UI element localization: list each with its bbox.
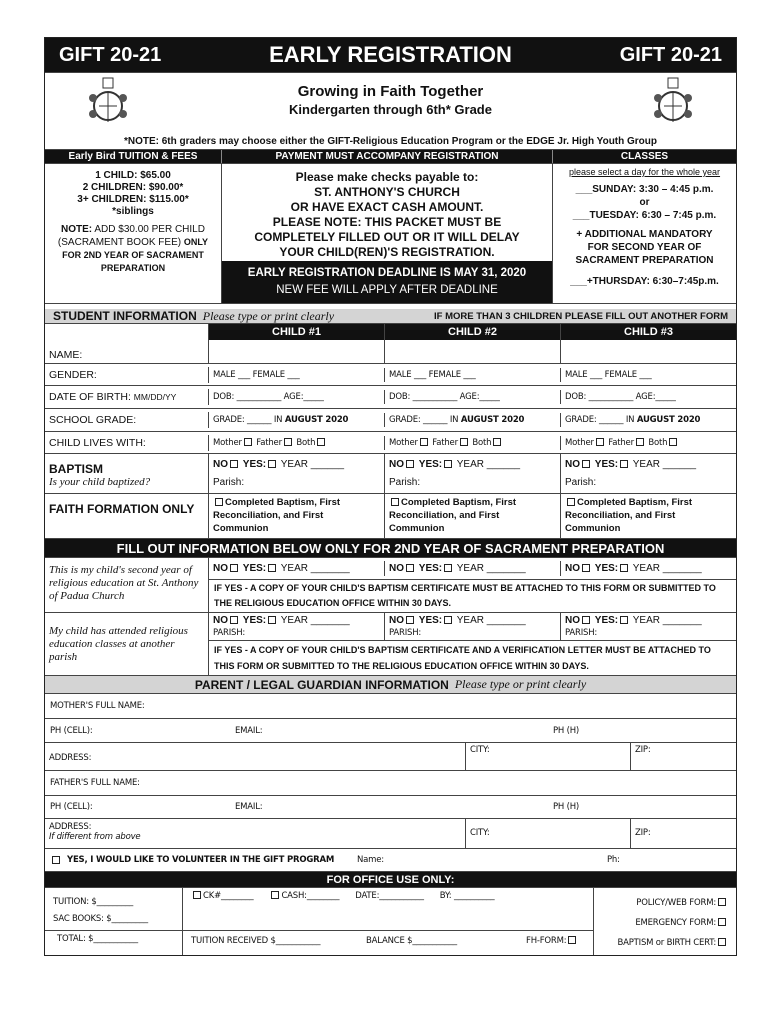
ck-checkbox bbox=[193, 891, 201, 899]
child-2-gender[interactable]: MALE ___ FEMALE ___ bbox=[385, 368, 561, 382]
office-by: BY: __________ bbox=[439, 891, 495, 901]
select-day-hint: please select a day for the whole year bbox=[568, 167, 721, 177]
checkbox[interactable] bbox=[636, 438, 644, 446]
parish-field[interactable]: PARISH: bbox=[565, 628, 598, 638]
fee-note-bold: ONLY FOR 2ND YEAR OF SACRAMENT PREPARATION bbox=[62, 237, 209, 273]
verification-note: IF YES - A COPY OF YOUR CHILD'S BAPTISM CERTIFICATE AND A VERIFICATION LETTER MUST BE ATTACHED TO THIS FORM OR SUBMITTED TO THE RELIGIOUS EDUCATION OFFICE WITHIN 30 DAYS. bbox=[214, 645, 711, 671]
father-city-field[interactable]: CITY: bbox=[466, 819, 631, 848]
no-checkbox[interactable] bbox=[230, 616, 238, 624]
father-address-row bbox=[45, 819, 736, 849]
mother-option: Mother bbox=[389, 437, 418, 448]
year-field[interactable]: YEAR ______ bbox=[456, 459, 521, 470]
parent-band bbox=[45, 676, 736, 694]
child-3-dob[interactable]: DOB: ___________ AGE:_____ bbox=[565, 392, 676, 402]
checkbox[interactable] bbox=[460, 438, 468, 446]
volunteer-row bbox=[45, 849, 736, 872]
father-name-field[interactable]: FATHER'S FULL NAME: bbox=[45, 771, 736, 796]
info-header-row bbox=[45, 149, 736, 164]
certificate-note: IF YES - A COPY OF YOUR CHILD'S BAPTISM CERTIFICATE MUST BE ATTACHED TO THIS FORM OR SUBMITTED TO THE RELIGIOUS EDUCATION OFFICE WITHIN 30 DAYS. bbox=[214, 583, 716, 608]
checkbox[interactable] bbox=[317, 438, 325, 446]
dob-format: MM/DD/YY bbox=[133, 392, 177, 402]
office-policy: POLICY/WEB FORM: bbox=[636, 898, 716, 908]
lives-label: CHILD LIVES WITH: bbox=[45, 435, 209, 451]
yes-checkbox[interactable] bbox=[620, 460, 628, 468]
father-zip-field[interactable]: ZIP: bbox=[635, 828, 651, 838]
fees-panel bbox=[45, 164, 222, 303]
logo-left-icon bbox=[85, 76, 131, 132]
student-hint: Please type or print clearly bbox=[202, 308, 335, 323]
parish-field[interactable]: PARISH: bbox=[213, 628, 246, 638]
parent-hint: Please type or print clearly bbox=[454, 677, 587, 691]
payment-line: OR HAVE EXACT CASH AMOUNT. bbox=[290, 200, 484, 214]
completed-sacraments: Completed Baptism, First Reconciliation, and First Communion bbox=[389, 497, 517, 534]
child-3-other-parish bbox=[561, 613, 736, 640]
fee-2: 2 CHILDREN: $90.00* bbox=[82, 182, 184, 193]
completed-sacraments: Completed Baptism, First Reconciliation, and First Communion bbox=[565, 497, 693, 534]
grade-note: *NOTE: 6th graders may choose either the GIFT-Religious Education Program or the EDGE Jr. High Youth Group bbox=[123, 136, 658, 147]
yes-label: YES: bbox=[418, 459, 443, 470]
name-row bbox=[45, 324, 736, 364]
mother-cell-field[interactable]: PH (CELL): bbox=[50, 725, 93, 736]
child-2-grade[interactable] bbox=[385, 413, 561, 427]
child-2-dob[interactable]: DOB: ___________ AGE:_____ bbox=[385, 390, 561, 404]
child-2-name-cell[interactable] bbox=[385, 324, 561, 363]
parent-heading: PARENT / LEGAL GUARDIAN INFORMATION bbox=[194, 677, 449, 692]
grade-label: SCHOOL GRADE: bbox=[45, 412, 209, 428]
fee-siblings: *siblings bbox=[112, 206, 154, 217]
mother-name-field[interactable]: MOTHER'S FULL NAME: bbox=[45, 694, 736, 719]
second-year-band: FILL OUT INFORMATION BELOW ONLY FOR 2ND YEAR OF SACRAMENT PREPARATION bbox=[45, 539, 736, 558]
baptism-row bbox=[45, 454, 736, 494]
emergency-checkbox bbox=[718, 918, 726, 926]
child-3-baptism bbox=[561, 454, 736, 493]
no-checkbox[interactable] bbox=[406, 564, 414, 572]
mother-option: Mother bbox=[565, 437, 594, 448]
policy-checkbox bbox=[718, 898, 726, 906]
checkbox[interactable] bbox=[284, 438, 292, 446]
child-3-second-year bbox=[561, 561, 736, 576]
yes-label: YES: bbox=[418, 563, 443, 574]
payment-line: Please make checks payable to: bbox=[295, 170, 479, 184]
no-label: NO bbox=[389, 459, 404, 470]
checkbox[interactable] bbox=[244, 438, 252, 446]
yes-checkbox[interactable] bbox=[620, 616, 628, 624]
additional-mandatory: + ADDITIONAL MANDATORY FOR SECOND YEAR OF SACRAMENT PREPARATION bbox=[575, 229, 714, 266]
father-cell-field[interactable]: PH (CELL): bbox=[50, 802, 93, 812]
mother-phone-row bbox=[45, 719, 736, 743]
second-year-row bbox=[45, 558, 736, 613]
deadline: EARLY REGISTRATION DEADLINE IS MAY 31, 2020 bbox=[247, 267, 527, 279]
child-3-faith bbox=[561, 494, 736, 538]
volunteer-name-field[interactable]: Name: bbox=[357, 855, 384, 865]
header-left: GIFT 20-21 bbox=[59, 43, 162, 66]
no-checkbox[interactable] bbox=[582, 564, 590, 572]
no-label: NO bbox=[565, 615, 580, 626]
other-parish-row bbox=[45, 613, 736, 676]
yes-label: YES: bbox=[594, 563, 619, 574]
fee-3: 3+ CHILDREN: $115.00* bbox=[77, 194, 189, 205]
both-option: Both bbox=[472, 437, 492, 448]
registration-form bbox=[44, 37, 737, 956]
checkbox[interactable] bbox=[596, 438, 604, 446]
checkbox[interactable] bbox=[391, 498, 399, 506]
grade-field: GRADE: ______ IN bbox=[565, 415, 635, 425]
mother-home-phone-field[interactable]: PH (H) bbox=[553, 725, 580, 736]
child-1-lives bbox=[209, 436, 385, 450]
office-tuition-received: TUITION RECEIVED $___________ bbox=[191, 936, 321, 946]
yes-label: YES: bbox=[418, 615, 443, 626]
no-checkbox[interactable] bbox=[406, 616, 414, 624]
father-address-field[interactable] bbox=[45, 819, 466, 848]
child-1-second-year bbox=[209, 561, 385, 576]
child-2-second-year bbox=[385, 561, 561, 576]
gender-row bbox=[45, 364, 736, 386]
both-option: Both bbox=[296, 437, 316, 448]
parish-field[interactable]: PARISH: bbox=[389, 628, 422, 638]
mother-address-row bbox=[45, 743, 736, 771]
second-year-question: This is my child's second year of religious education at St. Anthony of Padua Church bbox=[45, 558, 209, 612]
grade-date: AUGUST 2020 bbox=[460, 415, 525, 425]
child-1-name-cell[interactable] bbox=[209, 324, 385, 363]
office-balance: BALANCE $___________ bbox=[366, 936, 457, 946]
mother-zip-field[interactable]: ZIP: bbox=[635, 745, 651, 755]
baptism-question: Is your child baptized? bbox=[49, 476, 151, 488]
yes-checkbox[interactable] bbox=[444, 564, 452, 572]
deadline-box bbox=[222, 261, 552, 303]
no-label: NO bbox=[389, 615, 404, 626]
fees-heading: Early Bird TUITION & FEES bbox=[45, 150, 222, 163]
header-band bbox=[45, 38, 736, 73]
checkbox[interactable] bbox=[493, 438, 501, 446]
if-different-note: If different from above bbox=[49, 832, 141, 842]
yes-checkbox[interactable] bbox=[444, 616, 452, 624]
classes-panel bbox=[553, 164, 736, 303]
year-field[interactable]: YEAR ______ bbox=[280, 459, 345, 470]
cash-checkbox bbox=[271, 891, 279, 899]
child-1-dob[interactable]: DOB: ___________ AGE:_____ bbox=[209, 390, 385, 404]
baptism-label: BAPTISM bbox=[49, 462, 103, 476]
volunteer-checkbox[interactable] bbox=[52, 856, 60, 864]
mother-city-field[interactable]: CITY: bbox=[466, 743, 631, 770]
father-option: Father bbox=[608, 437, 634, 448]
office-tuition: TUITION: $_________ bbox=[53, 897, 134, 907]
grade-date: AUGUST 2020 bbox=[284, 415, 349, 425]
no-checkbox[interactable] bbox=[582, 460, 590, 468]
yes-label: YES: bbox=[242, 615, 267, 626]
child-3-gender[interactable]: MALE ___ FEMALE ___ bbox=[565, 369, 652, 380]
parish-field[interactable]: Parish: bbox=[389, 477, 421, 488]
office-emergency: EMERGENCY FORM: bbox=[635, 918, 716, 928]
other-parish-question: My child has attended religious education classes at another parish bbox=[45, 613, 209, 675]
yes-checkbox[interactable] bbox=[620, 564, 628, 572]
child-3-lives bbox=[561, 436, 736, 450]
page-title: EARLY REGISTRATION bbox=[269, 42, 512, 67]
grades: Kindergarten through 6th* Grade bbox=[289, 102, 492, 117]
no-checkbox[interactable] bbox=[406, 460, 414, 468]
mother-option: Mother bbox=[213, 437, 242, 448]
office-section bbox=[45, 888, 736, 955]
payment-line: COMPLETELY FILLED OUT OR IT WILL DELAY bbox=[254, 230, 520, 244]
more-children-note: IF MORE THAN 3 CHILDREN PLEASE FILL OUT ANOTHER FORM bbox=[434, 310, 728, 322]
year-field[interactable]: YEAR ______ bbox=[632, 459, 697, 470]
child-2-header: CHILD #2 bbox=[385, 324, 560, 340]
year-field[interactable]: YEAR _______ bbox=[456, 563, 526, 574]
checkbox[interactable] bbox=[420, 438, 428, 446]
no-checkbox[interactable] bbox=[230, 460, 238, 468]
yes-label: YES: bbox=[242, 459, 267, 470]
parish-field[interactable]: Parish: bbox=[213, 477, 245, 488]
payment-panel bbox=[222, 164, 553, 303]
fee-note-label: NOTE: bbox=[61, 224, 93, 235]
lives-with-row bbox=[45, 432, 736, 454]
no-label: NO bbox=[213, 615, 228, 626]
cert-checkbox bbox=[718, 938, 726, 946]
no-label: NO bbox=[213, 459, 228, 470]
child-3-header: CHILD #3 bbox=[561, 324, 736, 340]
completed-sacraments: Completed Baptism, First Reconciliation, and First Communion bbox=[213, 497, 341, 534]
title-area bbox=[45, 73, 736, 149]
father-home-phone-field[interactable]: PH (H) bbox=[553, 802, 580, 812]
address-label: ADDRESS: bbox=[49, 822, 92, 832]
child-1-other-parish bbox=[209, 613, 385, 640]
no-label: NO bbox=[389, 563, 404, 574]
payment-line: YOUR CHILD(REN)'S REGISTRATION. bbox=[279, 245, 495, 259]
child-2-other-parish bbox=[385, 613, 561, 640]
parish-field[interactable]: Parish: bbox=[565, 477, 597, 488]
faith-formation-label: FAITH FORMATION ONLY bbox=[45, 494, 209, 538]
father-phone-row bbox=[45, 796, 736, 819]
checkbox[interactable] bbox=[567, 498, 575, 506]
child-3-name-cell[interactable] bbox=[561, 324, 736, 363]
info-row bbox=[45, 164, 736, 304]
child-2-baptism bbox=[385, 454, 561, 493]
no-label: NO bbox=[565, 459, 580, 470]
checkbox[interactable] bbox=[215, 498, 223, 506]
office-total: TOTAL: $___________ bbox=[57, 934, 138, 944]
grade-field: GRADE: ______ IN bbox=[389, 415, 459, 425]
option-sunday[interactable]: ___SUNDAY: 3:30 – 4:45 p.m. bbox=[575, 184, 714, 195]
checkbox[interactable] bbox=[669, 438, 677, 446]
child-2-faith bbox=[385, 494, 561, 538]
child-2-lives bbox=[385, 436, 561, 450]
no-label: NO bbox=[565, 563, 580, 574]
fee-1: 1 CHILD: $65.00 bbox=[95, 170, 171, 181]
office-date: DATE:___________ bbox=[355, 891, 424, 901]
office-sac-books: SAC BOOKS: $_________ bbox=[53, 914, 148, 924]
no-checkbox[interactable] bbox=[582, 616, 590, 624]
office-ck: CK#________ bbox=[203, 891, 254, 901]
volunteer-label: YES, I WOULD LIKE TO VOLUNTEER IN THE GIFT PROGRAM bbox=[67, 855, 335, 865]
header-right: GIFT 20-21 bbox=[619, 43, 722, 66]
grade-date: AUGUST 2020 bbox=[636, 415, 701, 425]
office-cash: CASH:________ bbox=[281, 891, 340, 901]
yes-label: YES: bbox=[594, 459, 619, 470]
child-1-grade[interactable] bbox=[209, 413, 385, 427]
mother-email-field[interactable]: EMAIL: bbox=[235, 725, 263, 736]
grade-row bbox=[45, 409, 736, 432]
father-option: Father bbox=[432, 437, 458, 448]
year-field[interactable]: YEAR _______ bbox=[632, 615, 702, 626]
yes-checkbox[interactable] bbox=[268, 460, 276, 468]
volunteer-phone-field[interactable]: Ph: bbox=[607, 855, 620, 865]
no-checkbox[interactable] bbox=[230, 564, 238, 572]
mother-address-field[interactable]: ADDRESS: bbox=[45, 743, 466, 770]
child-1-header: CHILD #1 bbox=[209, 324, 384, 340]
option-tuesday[interactable]: ___TUESDAY: 6:30 – 7:45 p.m. bbox=[572, 210, 717, 221]
name-label: NAME: bbox=[45, 324, 209, 363]
fh-checkbox bbox=[568, 936, 576, 944]
year-field[interactable]: YEAR _______ bbox=[456, 615, 526, 626]
yes-checkbox[interactable] bbox=[268, 616, 276, 624]
no-label: NO bbox=[213, 563, 228, 574]
both-option: Both bbox=[648, 437, 668, 448]
classes-heading: CLASSES bbox=[620, 151, 669, 162]
gender-label: GENDER: bbox=[45, 367, 209, 383]
student-heading: STUDENT INFORMATION bbox=[53, 309, 197, 323]
child-3-grade[interactable] bbox=[561, 413, 736, 427]
fee-note: ADD $30.00 PER CHILD (SACRAMENT BOOK FEE) bbox=[57, 224, 205, 248]
payment-heading: PAYMENT MUST ACCOMPANY REGISTRATION bbox=[222, 150, 553, 163]
child-1-faith bbox=[209, 494, 385, 538]
year-field[interactable]: YEAR _______ bbox=[632, 563, 702, 574]
or-text: or bbox=[639, 197, 650, 208]
payment-line: ST. ANTHONY'S CHURCH bbox=[314, 185, 460, 199]
logo-right-icon bbox=[650, 76, 696, 132]
dob-row bbox=[45, 386, 736, 409]
child-1-gender[interactable]: MALE ___ FEMALE ___ bbox=[209, 368, 385, 382]
child-1-baptism bbox=[209, 454, 385, 493]
student-info-band bbox=[45, 306, 736, 324]
yes-label: YES: bbox=[242, 563, 267, 574]
office-cert: BAPTISM or BIRTH CERT: bbox=[617, 938, 716, 948]
year-field[interactable]: YEAR _______ bbox=[280, 615, 350, 626]
yes-label: YES: bbox=[594, 615, 619, 626]
yes-checkbox[interactable] bbox=[444, 460, 452, 468]
dob-label: DATE OF BIRTH: bbox=[49, 391, 131, 403]
subtitle: Growing in Faith Together bbox=[297, 83, 484, 100]
yes-checkbox[interactable] bbox=[268, 564, 276, 572]
father-email-field[interactable]: EMAIL: bbox=[235, 802, 263, 812]
new-fee-notice: NEW FEE WILL APPLY AFTER DEADLINE bbox=[276, 284, 498, 296]
father-option: Father bbox=[256, 437, 282, 448]
option-thursday[interactable]: ___+THURSDAY: 6:30–7:45p.m. bbox=[570, 276, 719, 287]
office-fh-form: FH-FORM: bbox=[526, 936, 567, 946]
faith-formation-row bbox=[45, 494, 736, 539]
year-field[interactable]: YEAR _______ bbox=[280, 563, 350, 574]
office-band: FOR OFFICE USE ONLY: bbox=[45, 872, 736, 888]
payment-line: PLEASE NOTE: THIS PACKET MUST BE bbox=[272, 215, 502, 229]
grade-field: GRADE: ______ IN bbox=[213, 415, 283, 425]
